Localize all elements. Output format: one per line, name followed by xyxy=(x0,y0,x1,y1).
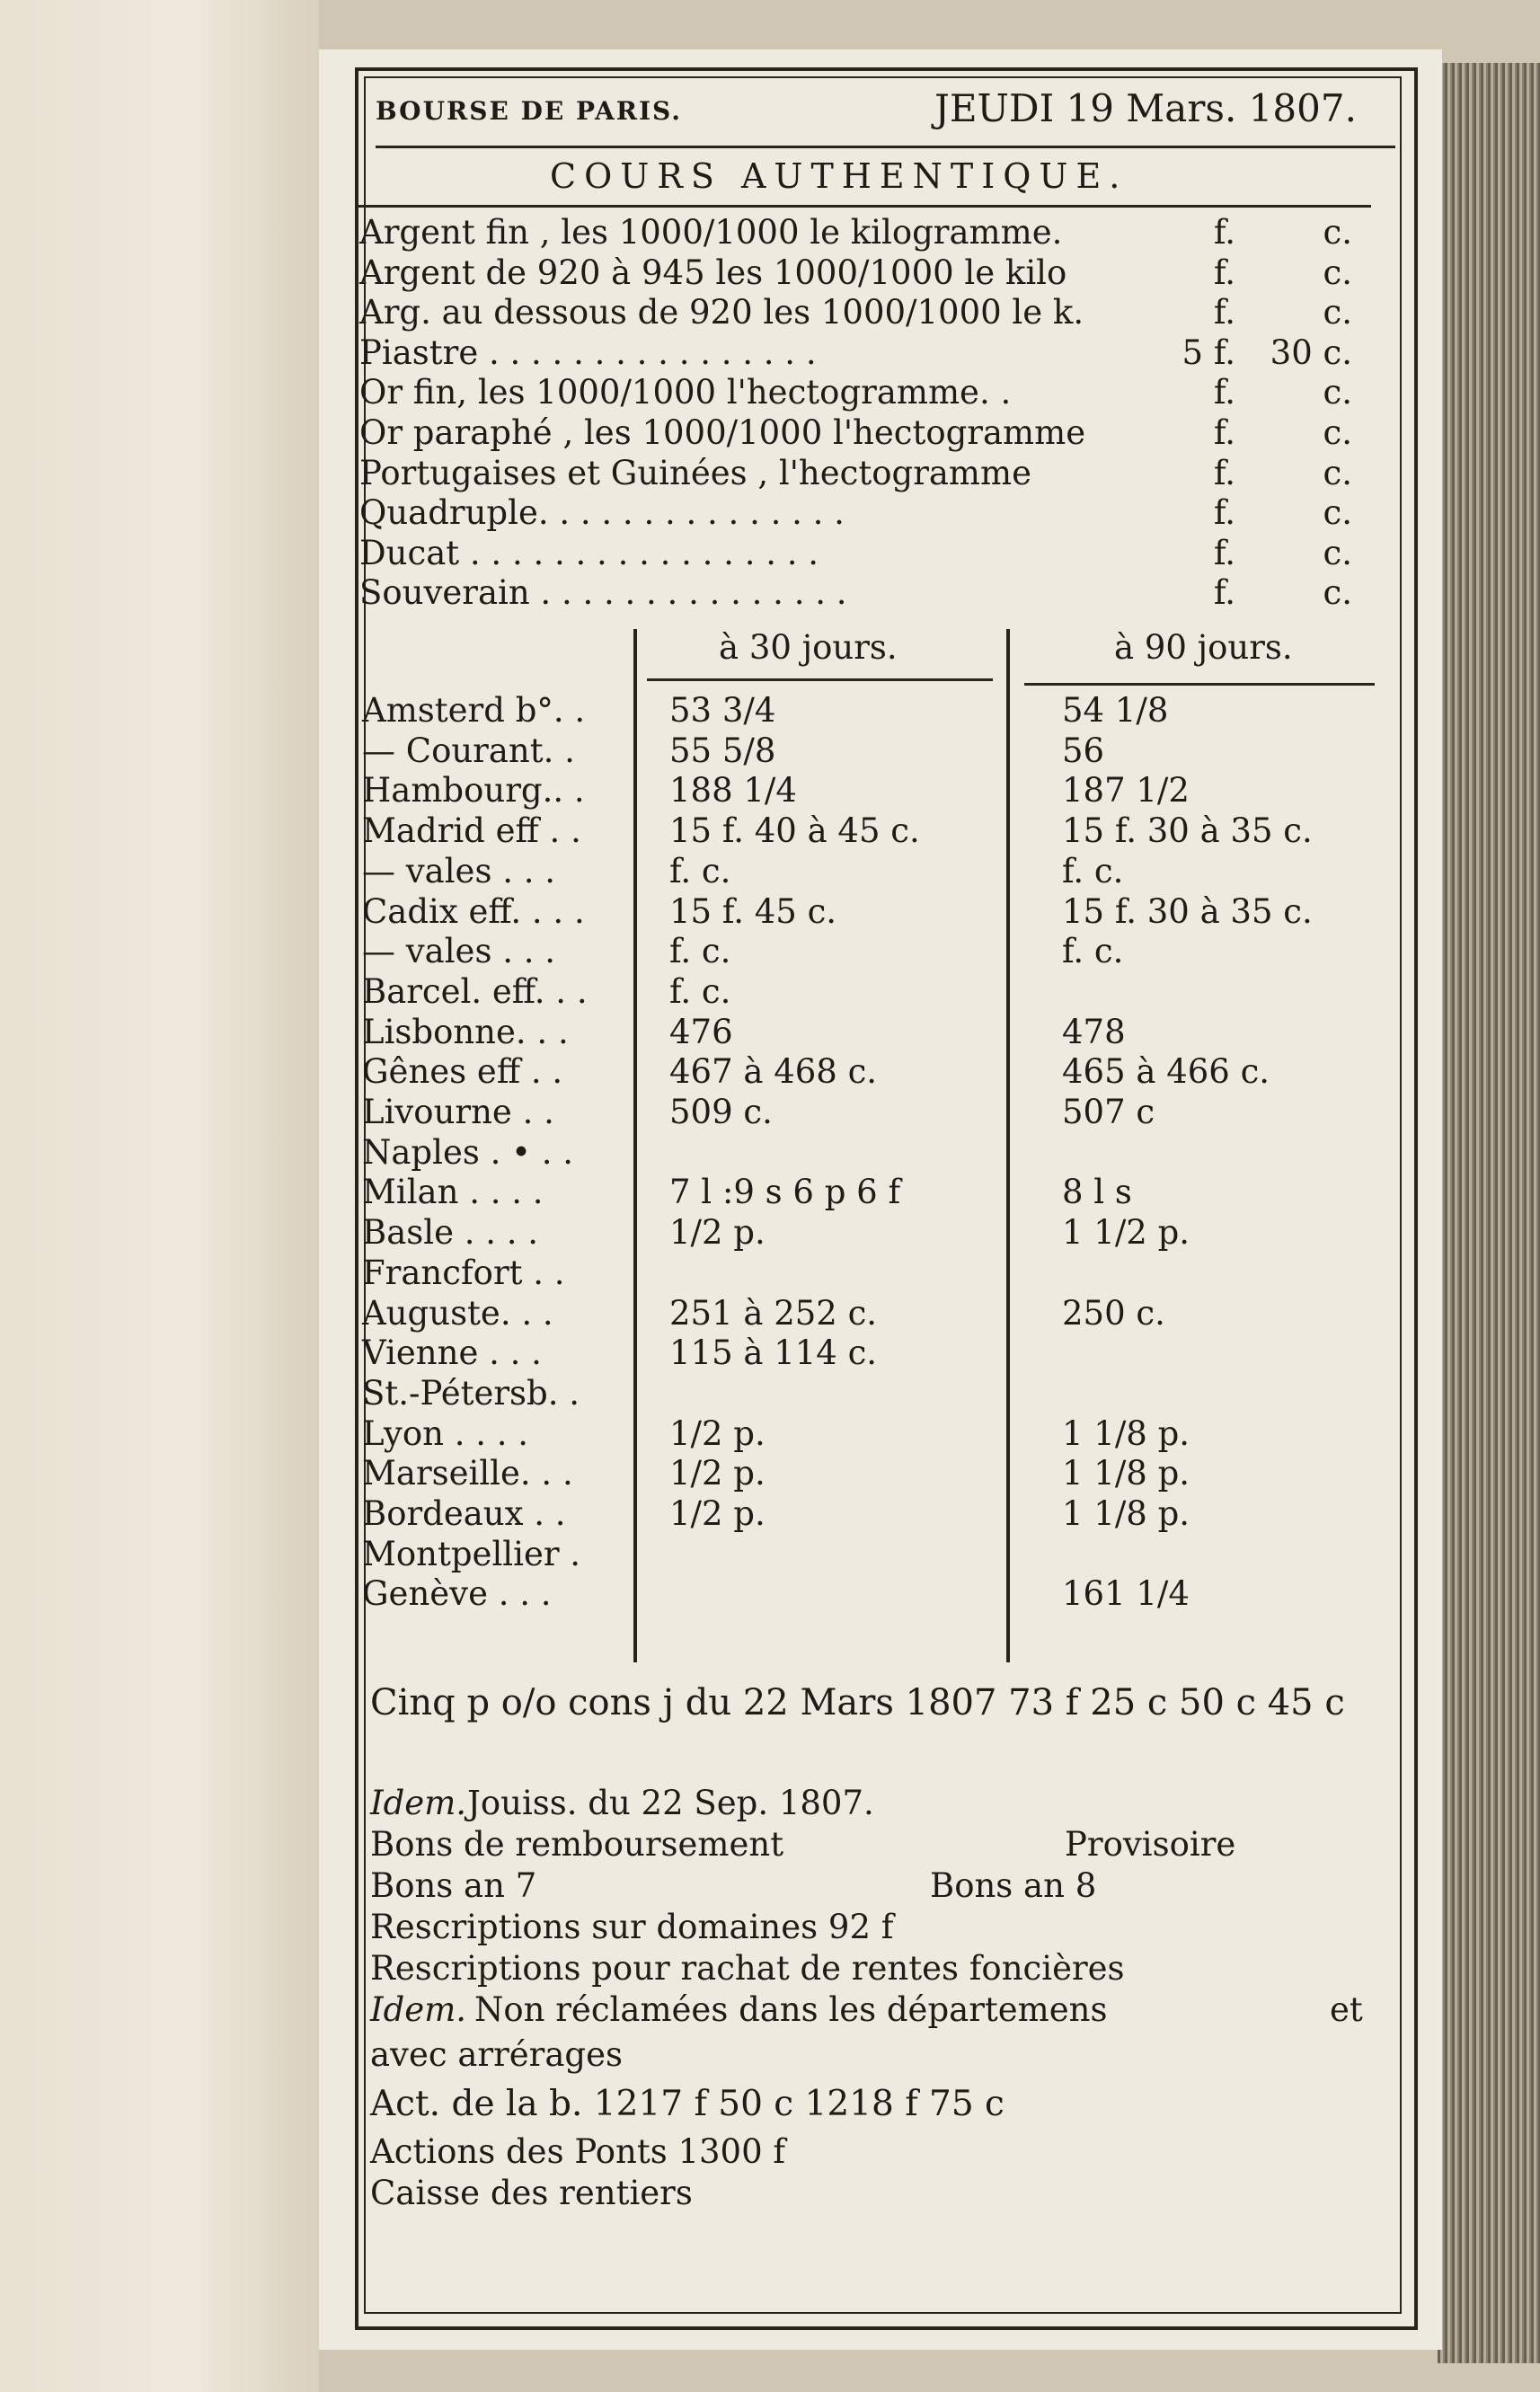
provisoire: Provisoire xyxy=(1065,1825,1236,1864)
rate-90-days: f. c. xyxy=(1062,932,1124,970)
metal-label: Argent fin , les 1000/1000 le kilogramme. xyxy=(359,213,1063,252)
exchange-place: Lisbonne. . . xyxy=(362,1013,569,1051)
rate-30-days: f. c. xyxy=(669,972,731,1011)
title-rule xyxy=(358,205,1371,208)
metal-franc: f. xyxy=(1213,573,1235,612)
metal-label: Argent de 920 à 945 les 1000/1000 le kilo xyxy=(359,253,1067,292)
rate-30-days: f. c. xyxy=(669,852,731,890)
metal-franc: f. xyxy=(1213,534,1235,572)
arrerages: avec arrérages xyxy=(370,2035,623,2074)
rate-90-days: 1 1/8 p. xyxy=(1062,1454,1190,1493)
rate-30-days: 476 xyxy=(669,1013,733,1051)
exchange-place: Vienne . . . xyxy=(362,1333,542,1372)
metal-label: Arg. au dessous de 920 les 1000/1000 le k. xyxy=(359,293,1084,332)
exchange-place: Livourne . . xyxy=(362,1093,554,1131)
exchange-place: Naples . • . . xyxy=(362,1133,573,1172)
exchange-place: Basle . . . . xyxy=(362,1213,539,1252)
rate-90-days: 15 f. 30 à 35 c. xyxy=(1062,892,1313,931)
idem2-label: Idem. xyxy=(370,1990,467,2029)
rescriptions-domaines: Rescriptions sur domaines 92 f xyxy=(370,1908,894,1946)
rate-90-days: 1 1/8 p. xyxy=(1062,1414,1190,1453)
exchange-place: — Courant. . xyxy=(362,731,575,770)
exchange-place: Lyon . . . . xyxy=(362,1414,529,1453)
rate-90-days: 56 xyxy=(1062,731,1105,770)
rate-90-days: 478 xyxy=(1062,1013,1126,1051)
metal-franc: f. xyxy=(1213,373,1235,412)
metal-centime: c. xyxy=(1323,253,1352,292)
rate-30-days: 115 à 114 c. xyxy=(669,1333,878,1372)
rate-90-days: 250 c. xyxy=(1062,1294,1165,1333)
exchange-place: Marseille. . . xyxy=(362,1454,573,1493)
metal-centime: c. xyxy=(1323,573,1352,612)
header-left: BOURSE DE PARIS. xyxy=(376,96,683,126)
rate-30-days: 15 f. 40 à 45 c. xyxy=(669,811,920,850)
exchange-col-rule-2 xyxy=(1006,629,1010,1662)
metal-label: Portugaises et Guinées , l'hectogramme xyxy=(359,454,1032,492)
exchange-place: St.-Pétersb. . xyxy=(362,1374,580,1413)
rate-90-days: 1 1/8 p. xyxy=(1062,1494,1190,1533)
rate-30-days: 7 l :9 s 6 p 6 f xyxy=(669,1173,901,1211)
exchange-place: Madrid eff . . xyxy=(362,811,581,850)
exchange-place: Bordeaux . . xyxy=(362,1494,566,1533)
rate-30-days: 467 à 468 c. xyxy=(669,1052,878,1091)
metal-centime: c. xyxy=(1323,454,1352,492)
idem-jouiss: Jouiss. du 22 Sep. 1807. xyxy=(467,1784,874,1822)
metal-centime: c. xyxy=(1323,213,1352,252)
exchange-place: — vales . . . xyxy=(362,932,556,970)
metal-centime: c. xyxy=(1323,293,1352,332)
rate-90-days: 8 l s xyxy=(1062,1173,1132,1211)
metal-centime: c. xyxy=(1323,493,1352,532)
exchange-place: Cadix eff. . . . xyxy=(362,892,585,931)
metal-centime: c. xyxy=(1323,413,1352,452)
metal-franc: f. xyxy=(1213,293,1235,332)
bons-remboursement: Bons de remboursement xyxy=(370,1825,784,1864)
rate-90-days: 187 1/2 xyxy=(1062,771,1190,810)
rate-90-days: f. c. xyxy=(1062,852,1124,890)
rate-30-days: 53 3/4 xyxy=(669,691,776,730)
col2-header: à 90 jours. xyxy=(1114,628,1293,667)
metal-label: Quadruple. . . . . . . . . . . . . . . xyxy=(359,493,845,532)
rate-90-days: 161 1/4 xyxy=(1062,1574,1190,1613)
metal-franc: 5 f. xyxy=(1182,333,1235,372)
metal-label: Or paraphé , les 1000/1000 l'hectogramme xyxy=(359,413,1086,452)
header-rule xyxy=(376,146,1395,148)
rate-90-days: 54 1/8 xyxy=(1062,691,1169,730)
rate-30-days: 1/2 p. xyxy=(669,1414,766,1453)
metal-franc: f. xyxy=(1213,493,1235,532)
metal-label: Piastre . . . . . . . . . . . . . . . . xyxy=(359,333,817,372)
exchange-place: Auguste. . . xyxy=(362,1294,553,1333)
rate-30-days: 188 1/4 xyxy=(669,771,797,810)
exchange-place: Amsterd b°. . xyxy=(362,691,586,730)
header-date: JEUDI 19 Mars. 1807. xyxy=(934,86,1357,130)
bons-an-8: Bons an 8 xyxy=(930,1866,1097,1905)
metal-label: Souverain . . . . . . . . . . . . . . . xyxy=(359,573,847,612)
exchange-col-rule-1 xyxy=(633,629,637,1662)
exchange-place: — vales . . . xyxy=(362,852,556,890)
exchange-place: Hambourg.. . xyxy=(362,771,585,810)
exchange-place: Francfort . . xyxy=(362,1254,565,1292)
rate-30-days: 1/2 p. xyxy=(669,1454,766,1493)
rate-90-days: 1 1/2 p. xyxy=(1062,1213,1190,1252)
et: et xyxy=(1330,1990,1363,2029)
col2-header-rule xyxy=(1024,683,1375,686)
metal-centime: c. xyxy=(1323,373,1352,412)
caisse-rentiers: Caisse des rentiers xyxy=(370,2174,693,2212)
rate-30-days: 1/2 p. xyxy=(669,1494,766,1533)
rate-90-days: 15 f. 30 à 35 c. xyxy=(1062,811,1313,850)
rescriptions-rachat: Rescriptions pour rachat de rentes foncières xyxy=(370,1949,1125,1988)
rate-30-days: f. c. xyxy=(669,932,731,970)
actions-banque: Act. de la b. 1217 f 50 c 1218 f 75 c xyxy=(370,2084,1005,2124)
rate-30-days: 1/2 p. xyxy=(669,1213,766,1252)
metal-centime: 30 c. xyxy=(1270,333,1352,372)
metal-label: Ducat . . . . . . . . . . . . . . . . . xyxy=(359,534,819,572)
page-title: COURS AUTHENTIQUE. xyxy=(550,156,1128,196)
rate-30-days: 251 à 252 c. xyxy=(669,1294,878,1333)
rate-90-days: 465 à 466 c. xyxy=(1062,1052,1270,1091)
left-page xyxy=(0,0,319,2392)
actions-ponts: Actions des Ponts 1300 f xyxy=(370,2132,786,2171)
metal-franc: f. xyxy=(1213,454,1235,492)
rate-30-days: 15 f. 45 c. xyxy=(669,892,837,931)
metal-centime: c. xyxy=(1323,534,1352,572)
rate-90-days: 507 c xyxy=(1062,1093,1155,1131)
page-edges xyxy=(1438,63,1540,2363)
cinq-pour-cent: Cinq p o/o cons j du 22 Mars 1807 73 f 25 c 50 c 45 c xyxy=(370,1682,1345,1723)
exchange-place: Gênes eff . . xyxy=(362,1052,563,1091)
rate-30-days: 55 5/8 xyxy=(669,731,776,770)
exchange-place: Barcel. eff. . . xyxy=(362,972,588,1011)
col1-header: à 30 jours. xyxy=(719,628,898,667)
exchange-place: Montpellier . xyxy=(362,1535,581,1573)
metal-franc: f. xyxy=(1213,413,1235,452)
exchange-place: Milan . . . . xyxy=(362,1173,544,1211)
exchange-place: Genève . . . xyxy=(362,1574,552,1613)
metal-label: Or fin, les 1000/1000 l'hectogramme. . xyxy=(359,373,1012,412)
metal-franc: f. xyxy=(1213,253,1235,292)
metal-franc: f. xyxy=(1213,213,1235,252)
col1-header-rule xyxy=(647,678,993,681)
rate-30-days: 509 c. xyxy=(669,1093,773,1131)
bons-an-7: Bons an 7 xyxy=(370,1866,537,1905)
idem2-text: Non réclamées dans les départemens xyxy=(474,1990,1108,2029)
idem-label: Idem. xyxy=(370,1784,467,1822)
